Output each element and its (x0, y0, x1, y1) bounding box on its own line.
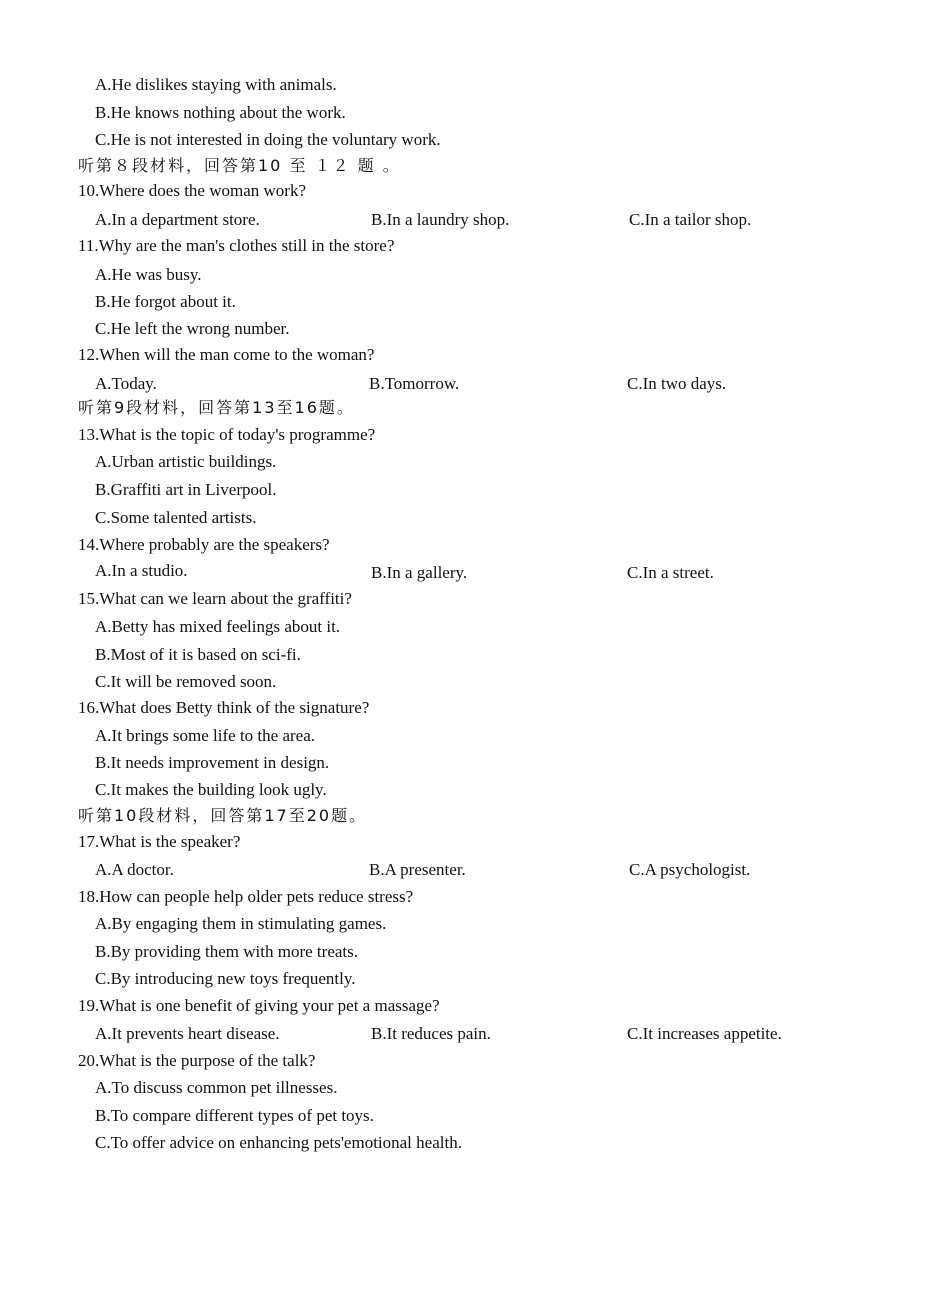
option-17a: A.A doctor. (95, 860, 174, 879)
option-19b: B.It reduces pain. (371, 1024, 491, 1043)
option-20b: B.To compare different types of pet toys. (95, 1106, 374, 1125)
option-11b: B.He forgot about it. (95, 292, 236, 311)
question-18: 18.How can people help older pets reduce stress? (78, 887, 414, 906)
option-20c: C.To offer advice on enhancing pets'emotional health. (95, 1133, 462, 1152)
section-heading-9: 听第9段材料，回答第13至16题。 (78, 398, 355, 417)
option-20a: A.To discuss common pet illnesses. (95, 1078, 338, 1097)
option-12b: B.Tomorrow. (369, 374, 460, 393)
question-20: 20.What is the purpose of the talk? (78, 1051, 316, 1070)
option-14b: B.In a gallery. (371, 563, 468, 582)
option-10a: A.In a department store. (95, 210, 260, 229)
option-11c: C.He left the wrong number. (95, 319, 290, 338)
option-13c: C.Some talented artists. (95, 508, 257, 527)
question-19: 19.What is one benefit of giving your pet a massage? (78, 996, 440, 1015)
option-12a: A.Today. (95, 374, 157, 393)
option-11a: A.He was busy. (95, 265, 202, 284)
question-13: 13.What is the topic of today's programme? (78, 425, 376, 444)
option-17c: C.A psychologist. (629, 860, 751, 879)
option-18c: C.By introducing new toys frequently. (95, 969, 356, 988)
question-16: 16.What does Betty think of the signature? (78, 698, 370, 717)
question-15: 15.What can we learn about the graffiti? (78, 589, 352, 608)
question-10: 10.Where does the woman work? (78, 181, 307, 200)
option-16a: A.It brings some life to the area. (95, 726, 315, 745)
option-15b: B.Most of it is based on sci-fi. (95, 645, 301, 664)
option-18a: A.By engaging them in stimulating games. (95, 914, 387, 933)
option-12c: C.In two days. (627, 374, 727, 393)
option-19c: C.It increases appetite. (627, 1024, 782, 1043)
option-10c: C.In a tailor shop. (629, 210, 752, 229)
section-heading-10: 听第10段材料，回答第17至20题。 (78, 806, 368, 825)
option-18b: B.By providing them with more treats. (95, 942, 358, 961)
option-15a: A.Betty has mixed feelings about it. (95, 617, 341, 636)
option-10b: B.In a laundry shop. (371, 210, 510, 229)
option-9a: A.He dislikes staying with animals. (95, 75, 337, 94)
option-15c: C.It will be removed soon. (95, 672, 277, 691)
option-16c: C.It makes the building look ugly. (95, 780, 327, 799)
option-9b: B.He knows nothing about the work. (95, 103, 346, 122)
section-heading-8: 听第８段材料，回答第10 至 １２ 题 。 (78, 156, 401, 175)
option-14c: C.In a street. (627, 563, 714, 582)
option-17b: B.A presenter. (369, 860, 466, 879)
question-12: 12.When will the man come to the woman? (78, 345, 375, 364)
option-14a: A.In a studio. (95, 561, 188, 580)
option-16b: B.It needs improvement in design. (95, 753, 330, 772)
question-17: 17.What is the speaker? (78, 832, 241, 851)
question-11: 11.Why are the man's clothes still in the store? (78, 236, 395, 255)
option-19a: A.It prevents heart disease. (95, 1024, 280, 1043)
option-13b: B.Graffiti art in Liverpool. (95, 480, 277, 499)
question-14: 14.Where probably are the speakers? (78, 535, 330, 554)
option-9c: C.He is not interested in doing the voluntary work. (95, 130, 441, 149)
option-13a: A.Urban artistic buildings. (95, 452, 277, 471)
